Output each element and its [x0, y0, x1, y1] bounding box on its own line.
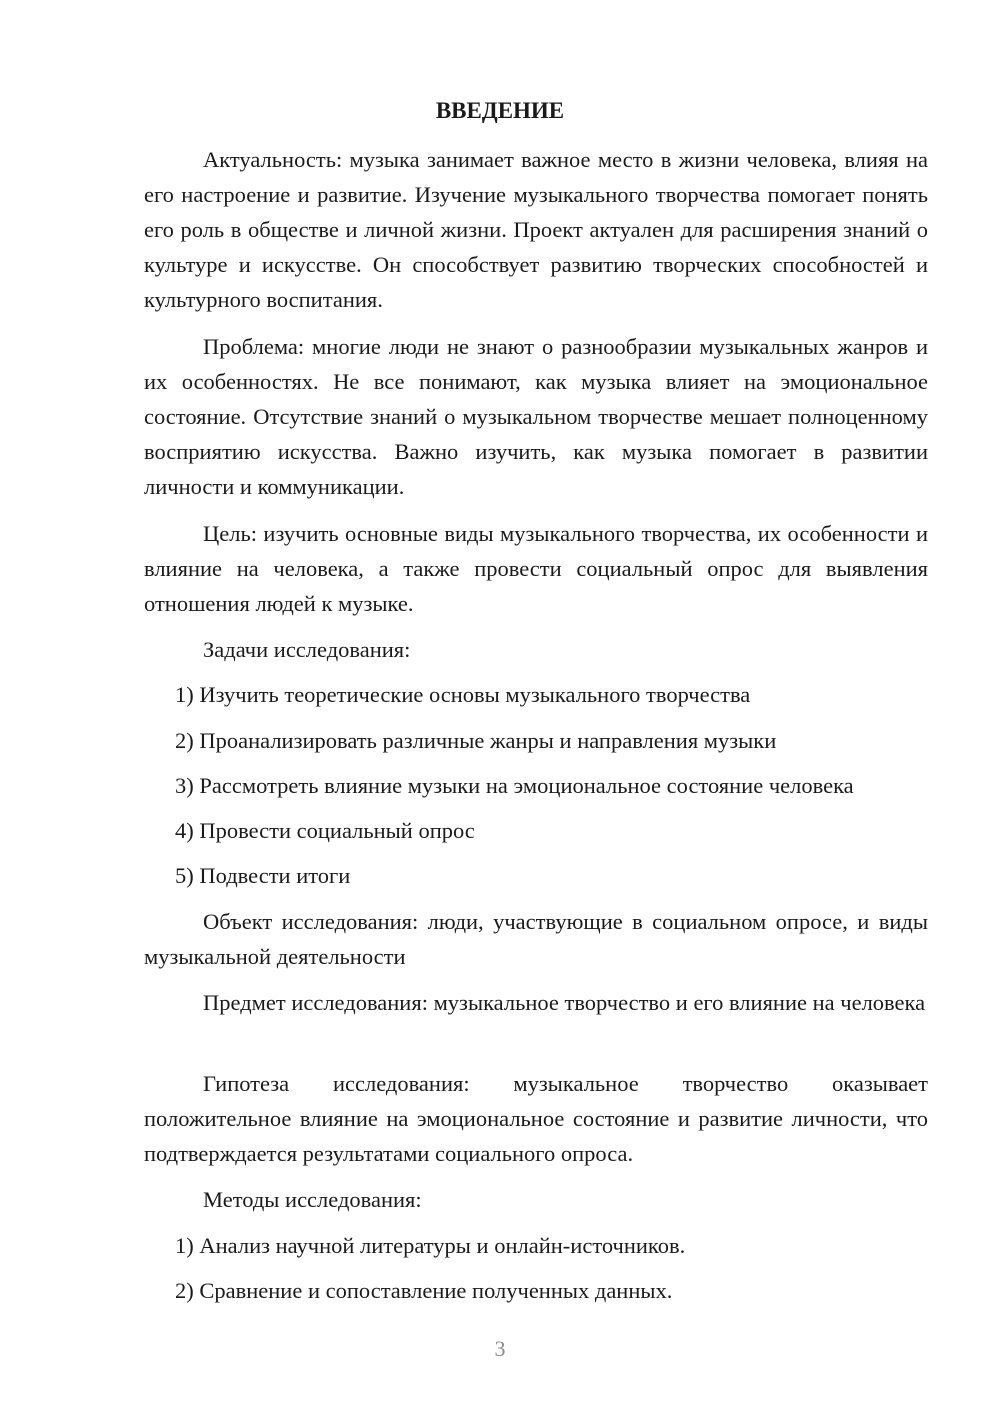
hypothesis-paragraph: Гипотеза исследования: музыкальное творчество оказывает положительное влияние на эмоциональное состояние и развитие личности, что подтверждается результатами социального опроса.	[144, 1071, 928, 1166]
relevance-paragraph: Актуальность: музыка занимает важное место в жизни человека, влияя на его настроение и развитие. Изучение музыкального творчества помогает понять его роль в обществе и личной жизни. Проект актуален для расширения знаний о культуре и искусстве. Он способствует развитию творческих способностей и культурного воспитания.	[144, 147, 928, 312]
page-number: 3	[494, 1336, 506, 1361]
task-item: 5) Подвести итоги	[175, 863, 351, 888]
method-item: 1) Анализ научной литературы и онлайн-источников.	[175, 1233, 686, 1258]
method-item: 2) Сравнение и сопоставление полученных данных.	[175, 1278, 673, 1303]
task-item: 4) Провести социальный опрос	[175, 818, 475, 843]
tasks-heading: Задачи исследования:	[203, 637, 411, 662]
object-paragraph: Объект исследования: люди, участвующие в социальном опросе, и виды музыкальной деятельности	[144, 909, 928, 969]
problem-paragraph: Проблема: многие люди не знают о разнообразии музыкальных жанров и их особенностях. Не все понимают, как музыка влияет на эмоциональное состояние. Отсутствие знаний о музыкальном творчестве мешает полноценному восприятию искусства. Важно изучить, как музыка помогает в развитии личности и коммуникации.	[144, 334, 928, 499]
methods-heading: Методы исследования:	[203, 1187, 422, 1212]
goal-paragraph: Цель: изучить основные виды музыкального творчества, их особенности и влияние на человека, а также провести социальный опрос для выявления отношения людей к музыке.	[144, 521, 928, 616]
page-title: ВВЕДЕНИЕ	[435, 98, 565, 123]
task-item: 1) Изучить теоретические основы музыкального творчества	[175, 682, 751, 707]
task-item: 2) Проанализировать различные жанры и направления музыки	[175, 728, 777, 753]
subject-paragraph: Предмет исследования: музыкальное творчество и его влияние на человека	[203, 990, 926, 1015]
task-item: 3) Рассмотреть влияние музыки на эмоциональное состояние человека	[175, 773, 854, 798]
